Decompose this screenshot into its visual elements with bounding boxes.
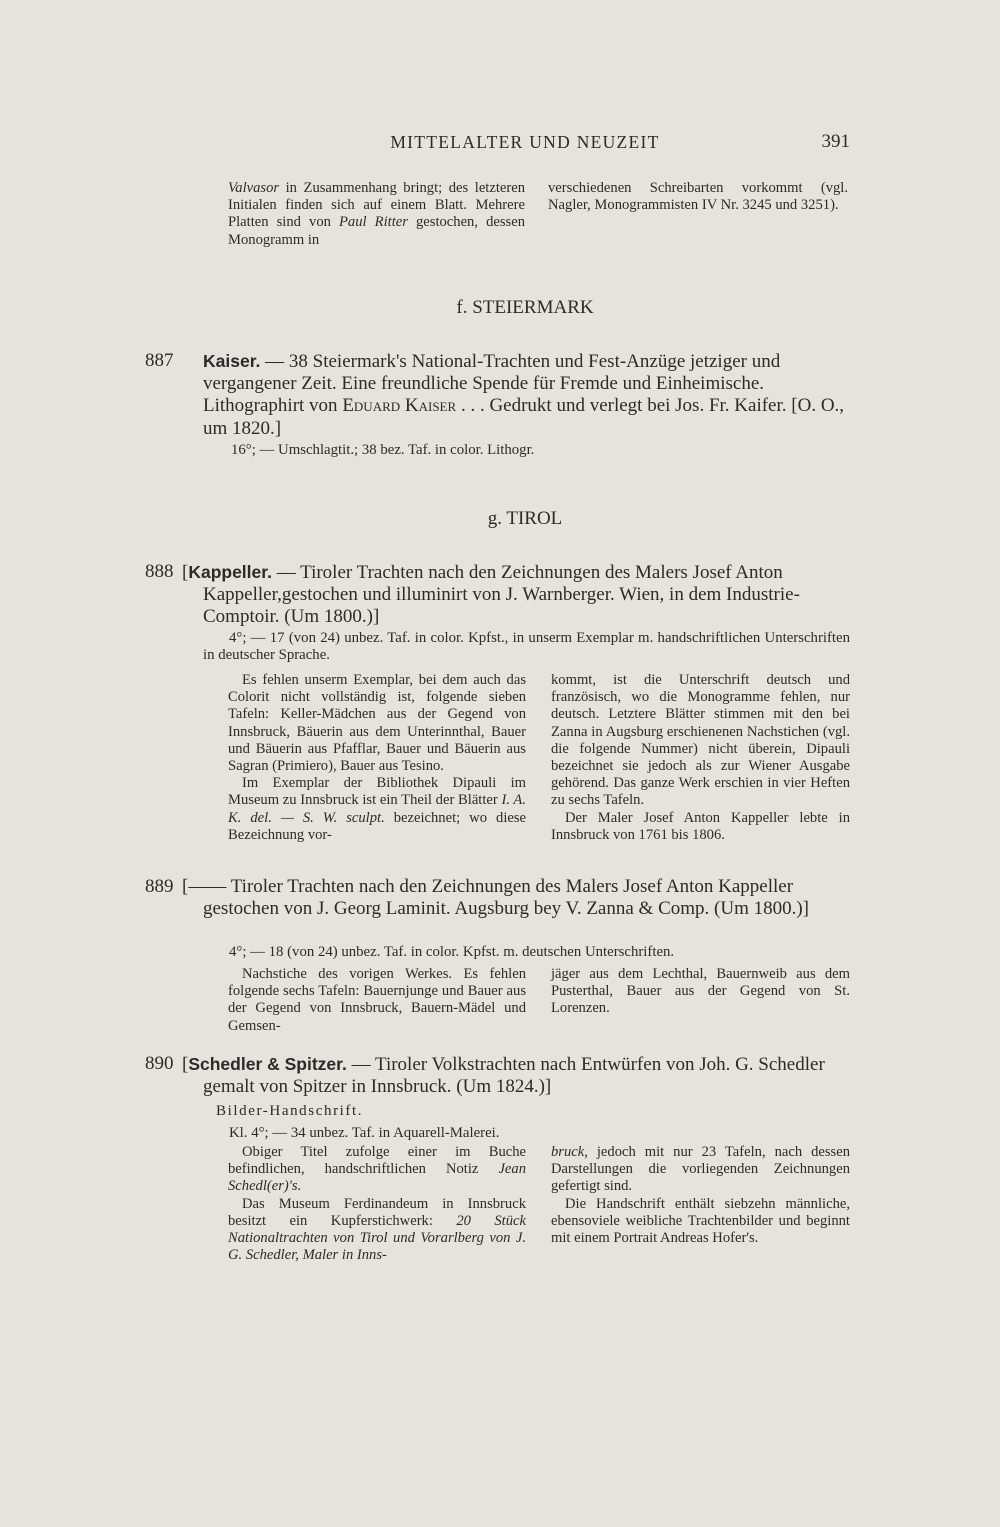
- entry-head: Kappeller.: [188, 562, 272, 582]
- note-paragraph: Die Handschrift enthält siebzehn männliche, ebensoviele weibliche Trachtenbilder und beginnt mit einem Portrait Andreas Hofer's.: [551, 1195, 850, 1247]
- catalog-entry-890: [145, 1053, 850, 1098]
- text-run: bezeichnet; wo diese Bezeichnung vor-: [228, 809, 527, 843]
- entry-title-text: Tiroler Trachten nach den Zeichnungen des Malers Josef Anton Kappeller gestochen von J. Georg Laminit. Augsburg bey V. Zanna & Comp. (Um 1800.)]: [203, 876, 810, 920]
- text-run: . . . Gedrukt und verlegt bei Jos. Fr. Kaifer. [O. O., um 1820.]: [203, 395, 845, 439]
- entry-title: [182, 561, 850, 629]
- section-heading-tirol: g. TIROL: [487, 508, 563, 529]
- entry-889-note-left: [228, 966, 526, 1035]
- bracket: [: [182, 1054, 189, 1075]
- bracket: [: [182, 562, 189, 583]
- intro-left-text: [228, 180, 525, 249]
- note-paragraph: jäger aus dem Lechthal, Bauernweib aus dem Pusterthal, Bauer aus der Gegend von St. Lorenzen.: [551, 966, 850, 1017]
- catalog-entry-887: [145, 350, 850, 459]
- entry-889-meta: 4°; — 18 (von 24) unbez. Taf. in color. Kpfst. m. deutschen Unterschriften.: [229, 944, 675, 960]
- italic-run: 20 Stück Nationaltrachten von Tirol und Vorarlberg von J. G. Schedler, Maler in Inns-: [228, 1212, 526, 1264]
- text-run: jedoch mit nur 23 Tafeln, nach dessen Darstellungen die vorliegenden Zeichnungen gefertigt sind.: [551, 1144, 850, 1195]
- entry-number: 888: [145, 561, 174, 582]
- entry-title: [182, 876, 850, 920]
- note-paragraph: [228, 1196, 526, 1265]
- entry-meta: 16°; — Umschlagtit.; 38 bez. Taf. in color. Lithogr.: [231, 441, 535, 458]
- italic-run: Paul Ritter: [339, 214, 408, 231]
- entry-title-text: [203, 351, 844, 439]
- entry-889-note-right: [551, 966, 850, 1018]
- entry-head: Schedler & Spitzer.: [188, 1054, 347, 1074]
- catalog-entry-889: [145, 876, 850, 920]
- text-run: Obiger Titel zufolge einer im Buche befindlichen, handschriftlichen Notiz: [228, 1144, 526, 1178]
- note-paragraph: Es fehlen unserm Exemplar, bei dem auch das Colorit nicht vollständig ist, folgende sieben Tafeln: Keller-Mädchen aus der Gegend von Innsbruck, Bäuerin aus dem Unterinnthal, Bauer und Bäuerin aus Pfafflar, Bauer und Bäuerin aus Sagran (Primiero), Bauer aus Tesino.: [228, 672, 526, 775]
- entry-890-meta: Kl. 4°; — 34 unbez. Taf. in Aquarell-Malerei.: [229, 1125, 500, 1141]
- section-heading-steiermark: f. STEIERMARK: [456, 297, 594, 318]
- entry-888-note-right: [551, 672, 850, 844]
- entry-890-note-right: [551, 1144, 850, 1247]
- entry-number: 887: [145, 350, 174, 371]
- note-paragraph: kommt, ist die Unterschrift deutsch und französisch, wo die Monogramme fehlen, nur deutsch. Letztere Blätter stimmen mit den bei Zanna in Augsburg erschienenen Nachstichen (vgl. die folgende Nummer) nicht überein, Dipauli bezeichnet sie jedoch als zur Wiener Ausgabe gehörend. Das ganze Werk erschien in vier Heften zu sechs Tafeln.: [551, 672, 850, 809]
- text-run: Das Museum Ferdinandeum in Innsbruck besitzt ein Kupferstichwerk:: [228, 1195, 526, 1229]
- italic-run: bruck,: [551, 1144, 588, 1160]
- entry-890-subtitle: Bilder-Handschrift.: [216, 1103, 364, 1119]
- note-paragraph: [228, 775, 526, 844]
- text-run: gestochen, dessen Monogramm in: [228, 214, 525, 248]
- entry-888-meta: 4°; — 17 (von 24) unbez. Taf. in color. Kpfst., in unserm Exemplar m. handschriftlichen Unterschriften in deutscher Sprache.: [203, 630, 850, 664]
- small-caps-run: Eduard Kaiser: [342, 395, 457, 417]
- entry-890-note-left: [228, 1144, 526, 1264]
- entry-888-note-left: [228, 672, 526, 844]
- text-run: Im Exemplar der Bibliothek Dipauli im Museum zu Innsbruck ist ein Theil der Blätter: [228, 775, 526, 809]
- note-paragraph: Der Maler Josef Anton Kappeller lebte in Innsbruck von 1761 bis 1806.: [551, 809, 850, 843]
- entry-number: 889: [145, 876, 174, 897]
- entry-title-text: — Tiroler Volkstrachten nach Entwürfen von Joh. G. Schedler gemalt von Spitzer in Innsbruck. (Um 1824.)]: [203, 1054, 825, 1098]
- intro-right-column: [548, 180, 848, 214]
- entry-title: [182, 1053, 850, 1098]
- page-number: 391: [821, 131, 850, 152]
- bracket-dash: [——: [182, 876, 227, 897]
- running-header: [200, 132, 850, 158]
- text-run: — 38 Steiermark's National-Trachten und Fest-Anzüge jetziger und vergangener Zeit. Eine freundliche Spende für Fremde und Einheimische. Lithographirt von: [203, 351, 781, 417]
- italic-run: I. A. K. del. — S. W. sculpt.: [228, 792, 526, 826]
- italic-run: Jean Schedl(er)'s.: [228, 1161, 526, 1195]
- intro-right-text: verschiedenen Schreibarten vorkommt (vgl. Nagler, Monogrammisten IV Nr. 3245 und 3251).: [548, 180, 848, 214]
- entry-title: [203, 350, 850, 440]
- intro-left-column: [228, 180, 525, 249]
- entry-title-text: — Tiroler Trachten nach den Zeichnungen des Malers Josef Anton Kappeller,gestochen und illuminirt von J. Warnberger. Wien, in dem Industrie-Comptoir. (Um 1800.)]: [203, 562, 800, 628]
- italic-run: Valvasor: [228, 180, 280, 196]
- page-header-title: MITTELALTER UND NEUZEIT: [390, 132, 660, 152]
- note-paragraph: [228, 1144, 526, 1196]
- entry-number: 890: [145, 1053, 174, 1074]
- note-paragraph: [551, 1144, 850, 1196]
- entry-head: Kaiser.: [203, 351, 261, 371]
- note-paragraph: Nachstiche des vorigen Werkes. Es fehlen folgende sechs Tafeln: Bauernjunge und Bauer aus der Gegend von Innsbruck, Bauern-Mädel und Gemsen-: [228, 966, 526, 1034]
- catalog-entry-888: [145, 561, 850, 629]
- text-run: in Zusammenhang bringt; des letzteren Initialen finden sich auf einem Blatt. Mehrere Platten sind von: [228, 180, 525, 231]
